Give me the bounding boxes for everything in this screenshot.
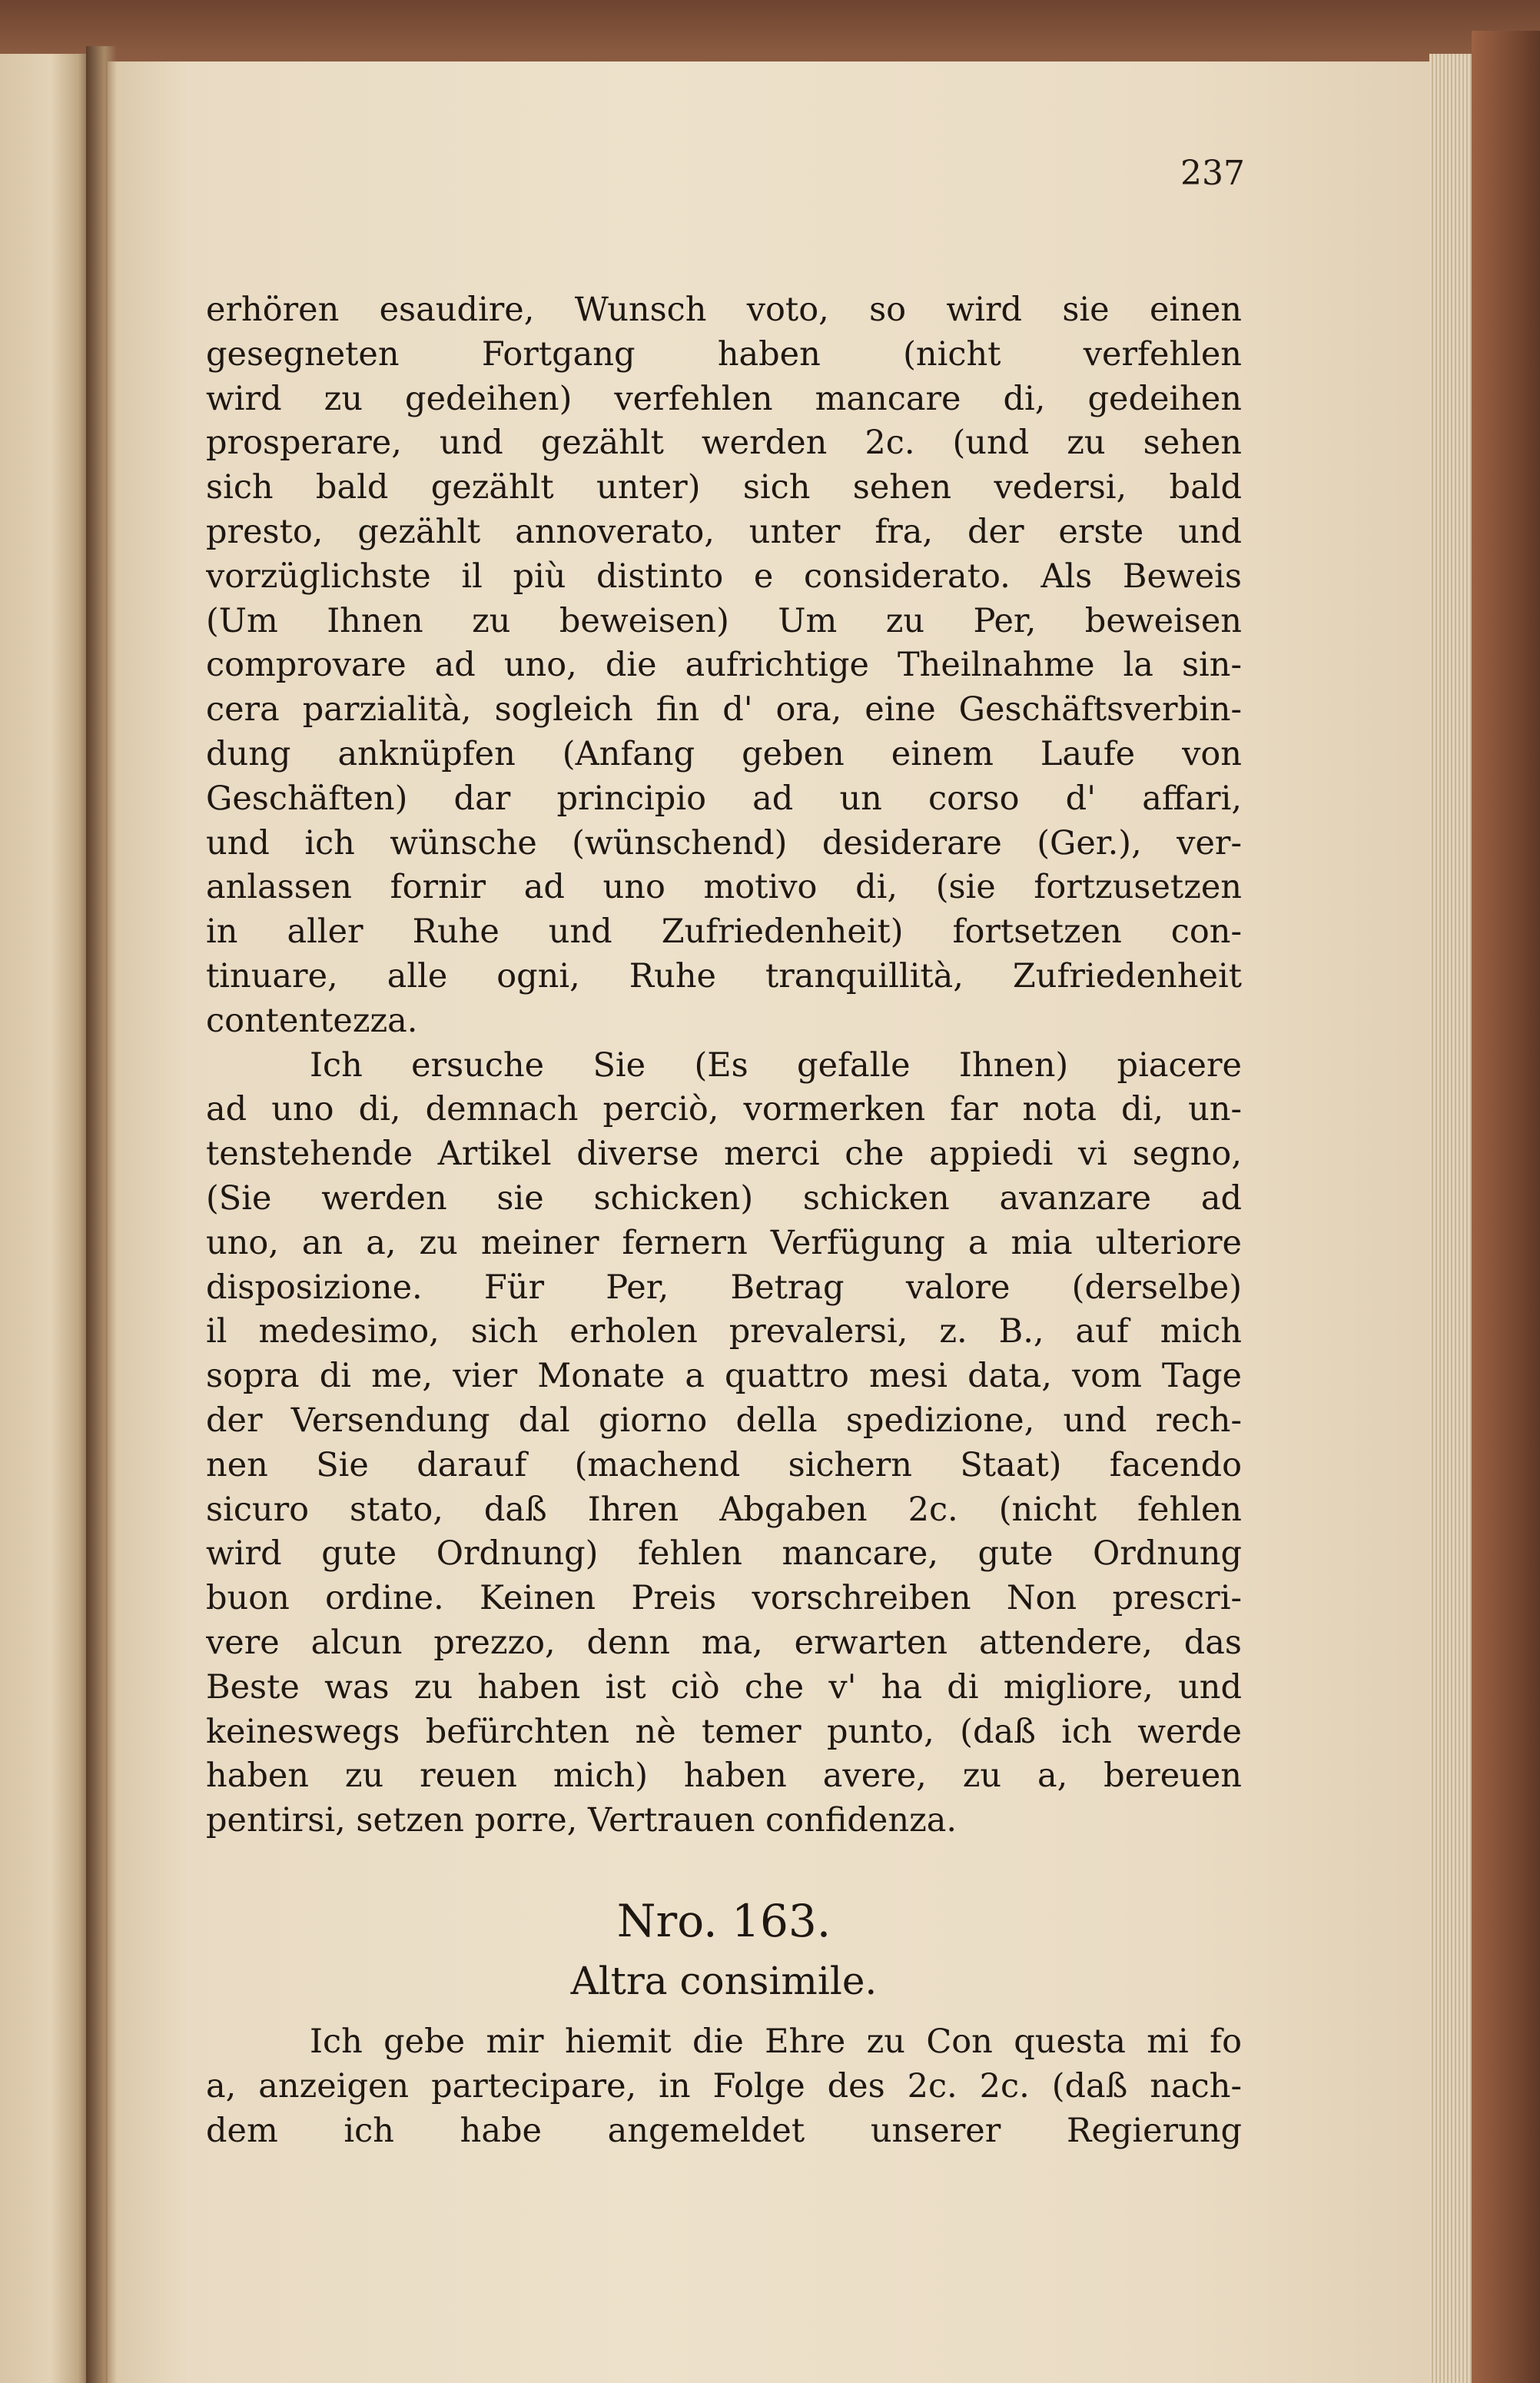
text-line: der Versendung dal giorno della spedizione, und rech- — [206, 1401, 1242, 1440]
text-line: nen Sie darauf (machend sichern Staat) facendo — [206, 1445, 1242, 1484]
book-cover-right-edge — [1472, 31, 1540, 2383]
text-line: dung anknüpfen (Anfang geben einem Laufe von — [206, 734, 1242, 773]
text-line: Ich gebe mir hiemit die Ehre zu Con questa mi fo — [310, 2022, 1242, 2061]
text-line: il medesimo, sich erholen prevalersi, z. B., auf mich — [206, 1312, 1242, 1351]
page-block-edges — [1429, 54, 1475, 2383]
text-line: sich bald gezählt unter) sich sehen vedersi, bald — [206, 468, 1242, 507]
text-line: erhören esaudire, Wunsch voto, so wird sie einen — [206, 291, 1242, 329]
paragraph-1 — [206, 288, 1242, 1044]
text-line: comprovare ad uno, die aufrichtige Theilnahme la sin- — [206, 646, 1242, 685]
text-line: in aller Ruhe und Zufriedenheit) fortsetzen con- — [206, 912, 1242, 952]
text-line: Ich ersuche Sie (Es gefalle Ihnen) piacere — [310, 1045, 1242, 1085]
text-line: sicuro stato, daß Ihren Abgaben 2c. (nicht fehlen — [206, 1490, 1242, 1529]
text-line: wird zu gedeihen) verfehlen mancare di, gedeihen — [206, 379, 1242, 418]
text-line: tenstehende Artikel diverse merci che appiedi vi segno, — [206, 1135, 1242, 1174]
text-line: vorzüglichste il più distinto e considerato. Als Beweis — [206, 557, 1242, 596]
text-line: vere alcun prezzo, denn ma, erwarten attendere, das — [206, 1623, 1242, 1662]
page-number: 237 — [1180, 154, 1245, 193]
previous-page-edge — [0, 54, 92, 2383]
page-body-text — [206, 288, 1242, 1843]
section-heading-number: Nro. 163. — [616, 1895, 831, 1947]
text-line: gesegneten Fortgang haben (nicht verfehlen — [206, 334, 1242, 374]
book-gutter-shadow — [86, 46, 117, 2383]
text-line: keineswegs befürchten nè temer punto, (daß ich werde — [206, 1712, 1242, 1751]
text-line: ad uno di, demnach perciò, vormerken far nota di, un- — [206, 1090, 1242, 1129]
section-heading-subtitle: Altra consimile. — [570, 1959, 878, 2003]
text-line: uno, an a, zu meiner fernern Verfügung a mia ulteriore — [206, 1223, 1242, 1262]
text-line: Beste was zu haben ist ciò che v' ha di migliore, und — [206, 1667, 1242, 1707]
text-line: buon ordine. Keinen Preis vorschreiben Non prescri- — [206, 1579, 1242, 1618]
text-line: disposizione. Für Per, Betrag valore (derselbe) — [206, 1268, 1242, 1307]
text-line: prosperare, und gezählt werden 2c. (und zu sehen — [206, 424, 1242, 463]
paragraph-2 — [206, 1044, 1242, 1843]
text-line: (Um Ihnen zu beweisen) Um zu Per, beweisen — [206, 601, 1242, 640]
text-line: contentezza. — [206, 1001, 418, 1040]
text-line: cera parzialità, sogleich fin d' ora, eine Geschäftsverbin- — [206, 690, 1242, 730]
text-line: tinuare, alle ogni, Ruhe tranquillità, Zufriedenheit — [206, 956, 1242, 995]
text-line: haben zu reuen mich) haben avere, zu a, bereuen — [206, 1757, 1242, 1796]
text-line: a, anzeigen partecipare, in Folge des 2c. 2c. (daß nach- — [206, 2066, 1242, 2105]
text-line: Geschäften) dar principio ad un corso d' affari, — [206, 779, 1242, 818]
text-line: sopra di me, vier Monate a quattro mesi data, vom Tage — [206, 1357, 1242, 1396]
paragraph-3 — [206, 2020, 1242, 2153]
text-line: (Sie werden sie schicken) schicken avanzare ad — [206, 1178, 1242, 1218]
text-line: anlassen fornir ad uno motivo di, (sie fortzusetzen — [206, 868, 1242, 907]
text-line: pentirsi, setzen porre, Vertrauen confidenza. — [206, 1801, 958, 1840]
text-line: dem ich habe angemeldet unserer Regierung — [206, 2111, 1242, 2150]
text-line: wird gute Ordnung) fehlen mancare, gute Ordnung — [206, 1534, 1242, 1574]
book-cover-top-edge — [0, 0, 1540, 54]
text-line: und ich wünsche (wünschend) desiderare (Ger.), ver- — [206, 823, 1242, 862]
text-line: presto, gezählt annoverato, unter fra, der erste und — [206, 512, 1242, 551]
